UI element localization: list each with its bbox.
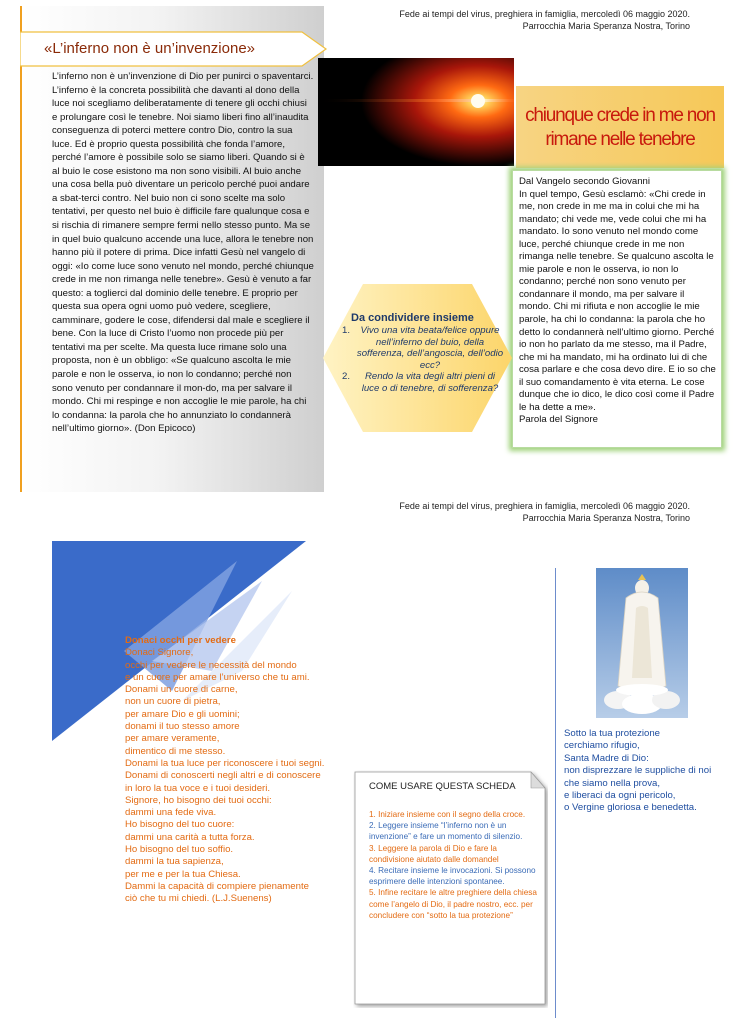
instruction-step: 4. Recitare insieme le invocazioni. Si possono esprimere delle intenzioni spontanee. xyxy=(369,866,536,887)
column-divider xyxy=(555,568,556,1018)
header-top xyxy=(399,8,690,32)
instruction-step: 5. Infine recitare le altre preghiere della chiesa come l’angelo di Dio, il padre nostro, ecc. per concludere con “sotto la tua protezione” xyxy=(369,888,537,920)
reflection-title: «L’inferno non è un’invenzione» xyxy=(44,40,256,57)
prayer-line: Ho bisogno del tuo soffio. xyxy=(125,844,234,856)
prayer-line: non un cuore di pietra, xyxy=(125,696,221,708)
gospel-closing: Parola del Signore xyxy=(519,414,598,426)
header-line-1: Fede ai tempi del virus, preghiera in famiglia, mercoledì 06 maggio 2020. xyxy=(399,9,690,19)
prayer-line: donami il tuo stesso amore xyxy=(125,721,240,733)
sotto-line: e liberaci da ogni pericolo, xyxy=(564,790,676,802)
header-line-1: Fede ai tempi del virus, preghiera in famiglia, mercoledì 06 maggio 2020. xyxy=(399,501,690,511)
instructions-title: COME USARE QUESTA SCHEDA xyxy=(369,781,516,792)
sotto-line: Santa Madre di Dio: xyxy=(564,752,649,764)
prayer-line: dammi una fede viva. xyxy=(125,807,217,819)
prayer-title: Donaci occhi per vedere xyxy=(125,635,236,646)
prayer-line: in loro la tua voce e i tuoi desideri. xyxy=(125,782,271,794)
prayer-line: ciò che tu mi chiedi. (L.J.Suenens) xyxy=(125,893,272,905)
header-middle xyxy=(399,500,690,524)
prayer-line: Donami un cuore di carne, xyxy=(125,684,238,696)
gospel-text xyxy=(519,176,717,427)
prayer-line: dimentico di me stesso. xyxy=(125,745,226,757)
prayer-line: Ho bisogno del tuo cuore: xyxy=(125,819,235,831)
gospel-title: chiunque crede in me non rimane nelle tenebre xyxy=(525,105,715,150)
prayer-line: dammi la tua sapienza, xyxy=(125,856,224,868)
prayer-line: Signore, ho bisogno dei tuoi occhi: xyxy=(125,794,272,806)
share-item xyxy=(342,371,504,394)
sotto-prayer xyxy=(564,728,734,815)
prayer-line: e un cuore per amare l’universo che tu ami. xyxy=(125,671,310,683)
instruction-step: 1. Iniziare insieme con il segno della croce. xyxy=(369,810,526,819)
share-item-text: Vivo una vita beata/felice oppure nell’inferno del buio, della sofferenza, dell’angoscia, dell’odio ecc? xyxy=(356,325,504,371)
prayer-line: occhi per vedere le necessità del mondo xyxy=(125,659,297,671)
gospel-intro: Dal Vangelo secondo Giovanni xyxy=(519,176,651,187)
share-title: Da condividere insieme xyxy=(351,312,474,324)
share-item-number: 1. xyxy=(342,325,351,336)
sotto-line: che siamo nella prova, xyxy=(564,777,660,789)
share-item xyxy=(342,325,504,371)
gospel-body: In quel tempo, Gesù esclamò: «Chi crede in me, non crede in me ma in colui che mi ha mandato; chi vede me, vede colui che mi ha mandato. Io sono venuto nel mondo come luce, perché chiunque crede in me non rimanga nelle tenebre. Se qualcuno ascolta le mie parole e non le osserva, io non lo condanno; perché non sono venuto per condannare il mondo, ma per salvare il mondo. Chi mi rifiuta e non accoglie le mie parole, ha chi lo condanna: la parola che ho detto lo condannerà nell’ultimo giorno. Perché io non ho parlato da me stesso, ma il Padre, che mi ha mandato, mi ha ordinato lui di che cosa parlare e che cosa devo dire. E io so che il suo comandamento è vita eterna. Le cose dunque che io dico, le dico così come il Padre le ha dette a me». xyxy=(519,188,716,413)
prayer-line: Donaci Signore, xyxy=(125,647,194,659)
header-line-2: Parrocchia Maria Speranza Nostra, Torino xyxy=(522,21,690,31)
madonna-statue-image xyxy=(596,568,688,718)
prayer-line: dammi una carità a tutta forza. xyxy=(125,831,255,843)
prayer-line: per amare veramente, xyxy=(125,733,220,745)
sotto-line: non disprezzare le suppliche di noi xyxy=(564,765,712,777)
prayer-line: per me e per la tua Chiesa. xyxy=(125,868,241,880)
light-flare-image xyxy=(318,58,514,166)
prayer-line: Donami di conoscerti negli altri e di conoscere xyxy=(125,770,321,782)
sotto-line: cerchiamo rifugio, xyxy=(564,740,640,752)
prayer-line: Dammi la capacità di compiere pienamente xyxy=(125,880,309,892)
sotto-line: Sotto la tua protezione xyxy=(564,728,661,739)
sotto-line: o Vergine gloriosa e benedetta. xyxy=(564,802,697,814)
share-list xyxy=(342,325,504,395)
prayer-line: Donami la tua luce per riconoscere i tuoi segni. xyxy=(125,757,325,769)
reflection-body: L’inferno non è un’invenzione di Dio per punirci o spaventarci. L’inferno è la concreta possibilità che davanti al dono della luce noi scegliamo deliberatamente di tenere gli occhi chiusi e prolungare così le tenebre. Noi siamo liberi fino all’inaudita conseguenza di poterci mettere contro Dio, contro la sua luce. Ed è proprio questa possibilità che fonda l’amore, perché l’amore è possibile solo se siamo liberi. Quando si è al buio le cose esistono ma non sono visibili. Al buio anche una cosa bella può diventare un pericolo perché puoi andare a sbat-terci contro. Nel buio non ci sono scelte ma solo tentativi, per questo nel buio è difficile fare qualunque cosa e si rischia di rimanere sempre fermi nello stesso punto. Ma se in quel buio qualcuno accende una luce, allora le tenebre non hanno più il potere di prima. Dice infatti Gesù nel vangelo di oggi: «Io come luce sono venuto nel mondo, perché chiunque crede in me non rimanga nelle tenebre». Gesù è venuto a far questo: a toglierci dal dominio delle tenebre. E proprio per questa sua opera ogni uomo può vedere, scegliere, camminare, godere le cose, difendersi dal male e scegliere il bene. Con la luce di Cristo l’uomo non procede più per tentativi ma per scelte. Ma questa luce rimane solo una proposta, non è un obbligo: «Se qualcuno ascolta le mie parole e non le osserva, io non lo condanno; perché non sono venuto per condannare il mon-do, ma per salvare il mondo. Chi mi respinge e non accoglie le mie parole, ha chi lo condanna: la parola che ho annunziato lo condannerà nell’ultimo giorno». (Don Epicoco) xyxy=(52,71,314,435)
instructions-list xyxy=(369,809,537,921)
instruction-step: 2. Leggere insieme “l’inferno non è un invenzione” e fare un momento di silenzio. xyxy=(369,821,523,842)
header-line-2: Parrocchia Maria Speranza Nostra, Torino xyxy=(522,513,690,523)
prayer-line: per amare Dio e gli uomini; xyxy=(125,708,240,720)
instruction-step: 3. Leggere la parola di Dio e fare la condivisione aiutato dalle domandel xyxy=(369,843,499,864)
share-item-number: 2. xyxy=(342,371,351,383)
prayer-text xyxy=(125,635,350,906)
share-item-text: Rendo la vita degli altri pieni di luce o di tenebre, di sofferenza? xyxy=(361,371,499,394)
